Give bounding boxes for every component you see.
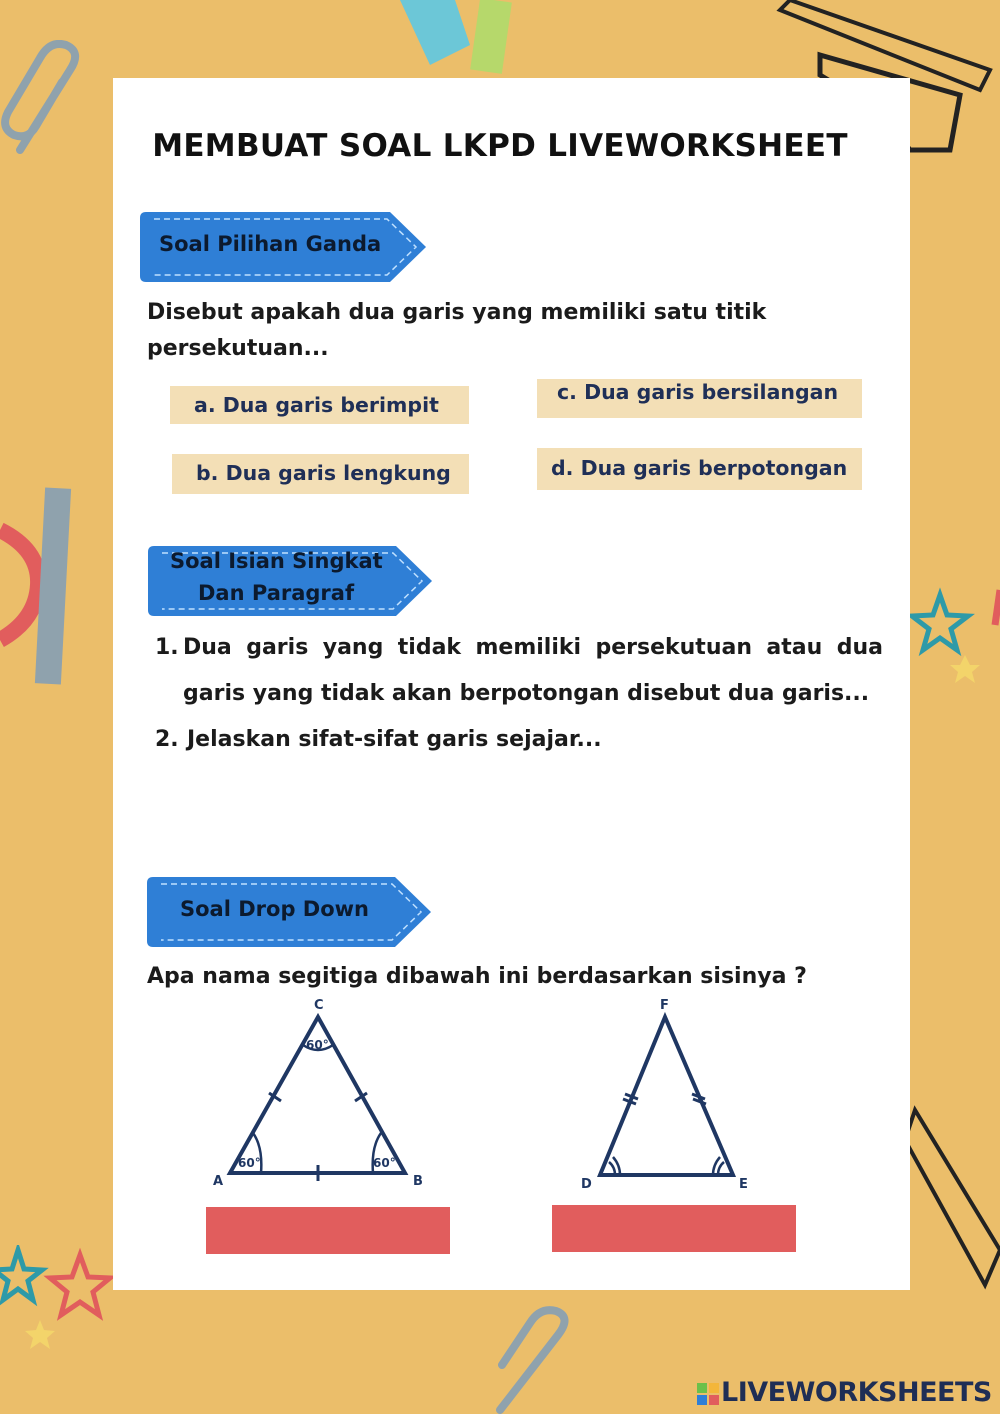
vertex-label-top: F <box>660 998 669 1013</box>
page-title: MEMBUAT SOAL LKPD LIVEWORKSHEET <box>152 128 848 164</box>
liveworksheets-logo <box>697 1377 992 1408</box>
drop-down-question: Apa nama segitiga dibawah ini berdasarkan sisinya ? <box>147 964 807 989</box>
ruler-icon <box>0 480 100 690</box>
list-item <box>155 717 883 763</box>
option-c[interactable]: c. Dua garis bersilangan <box>537 379 862 418</box>
ruler-icon <box>905 1100 1000 1300</box>
triangle-equilateral <box>205 995 440 1195</box>
angle-label-right: 60° <box>373 1156 396 1170</box>
angle-label-top: 60° <box>306 1038 329 1052</box>
vertex-label-right: B <box>413 1174 423 1189</box>
section-label-line1: Soal Isian Singkat <box>170 549 383 573</box>
section-tag-drop-down <box>147 877 437 947</box>
dropdown-answer-1[interactable] <box>206 1207 450 1254</box>
vertex-label-left: A <box>213 1174 224 1189</box>
section-label: Soal Pilihan Ganda <box>159 232 382 256</box>
vertex-label-top: C <box>314 998 324 1013</box>
star-icon <box>0 1245 120 1365</box>
section-tag-short-answer <box>148 546 438 616</box>
list-item <box>155 625 883 717</box>
angle-label-left: 60° <box>238 1156 261 1170</box>
item-text: Dua garis yang tidak memiliki persekutuan atau dua garis yang tidak akan berpotongan disebut dua garis... <box>183 635 883 706</box>
vertex-label-left: D <box>581 1177 592 1192</box>
protractor-icon <box>395 0 535 75</box>
option-d[interactable]: d. Dua garis berpotongan <box>537 448 862 490</box>
logo-mark-icon <box>697 1383 719 1405</box>
dropdown-answer-2[interactable] <box>552 1205 796 1252</box>
paperclip-icon <box>490 1305 600 1414</box>
triangle-isosceles <box>575 995 765 1195</box>
vertex-label-right: E <box>739 1177 748 1192</box>
star-icon <box>910 585 1000 695</box>
multiple-choice-question: Disebut apakah dua garis yang memiliki satu titik persekutuan... <box>147 300 767 361</box>
item-number: 2. <box>155 727 179 752</box>
option-b[interactable]: b. Dua garis lengkung <box>172 454 469 494</box>
item-text: Jelaskan sifat-sifat garis sejajar... <box>187 727 602 752</box>
option-a[interactable]: a. Dua garis berimpit <box>170 386 469 424</box>
short-answer-list <box>155 625 883 763</box>
section-label: Soal Drop Down <box>180 897 369 921</box>
section-tag-multiple-choice <box>140 212 430 282</box>
logo-text: LIVEWORKSHEETS <box>721 1377 992 1408</box>
section-label-line2: Dan Paragraf <box>198 581 355 605</box>
item-number: 1. <box>155 635 179 660</box>
